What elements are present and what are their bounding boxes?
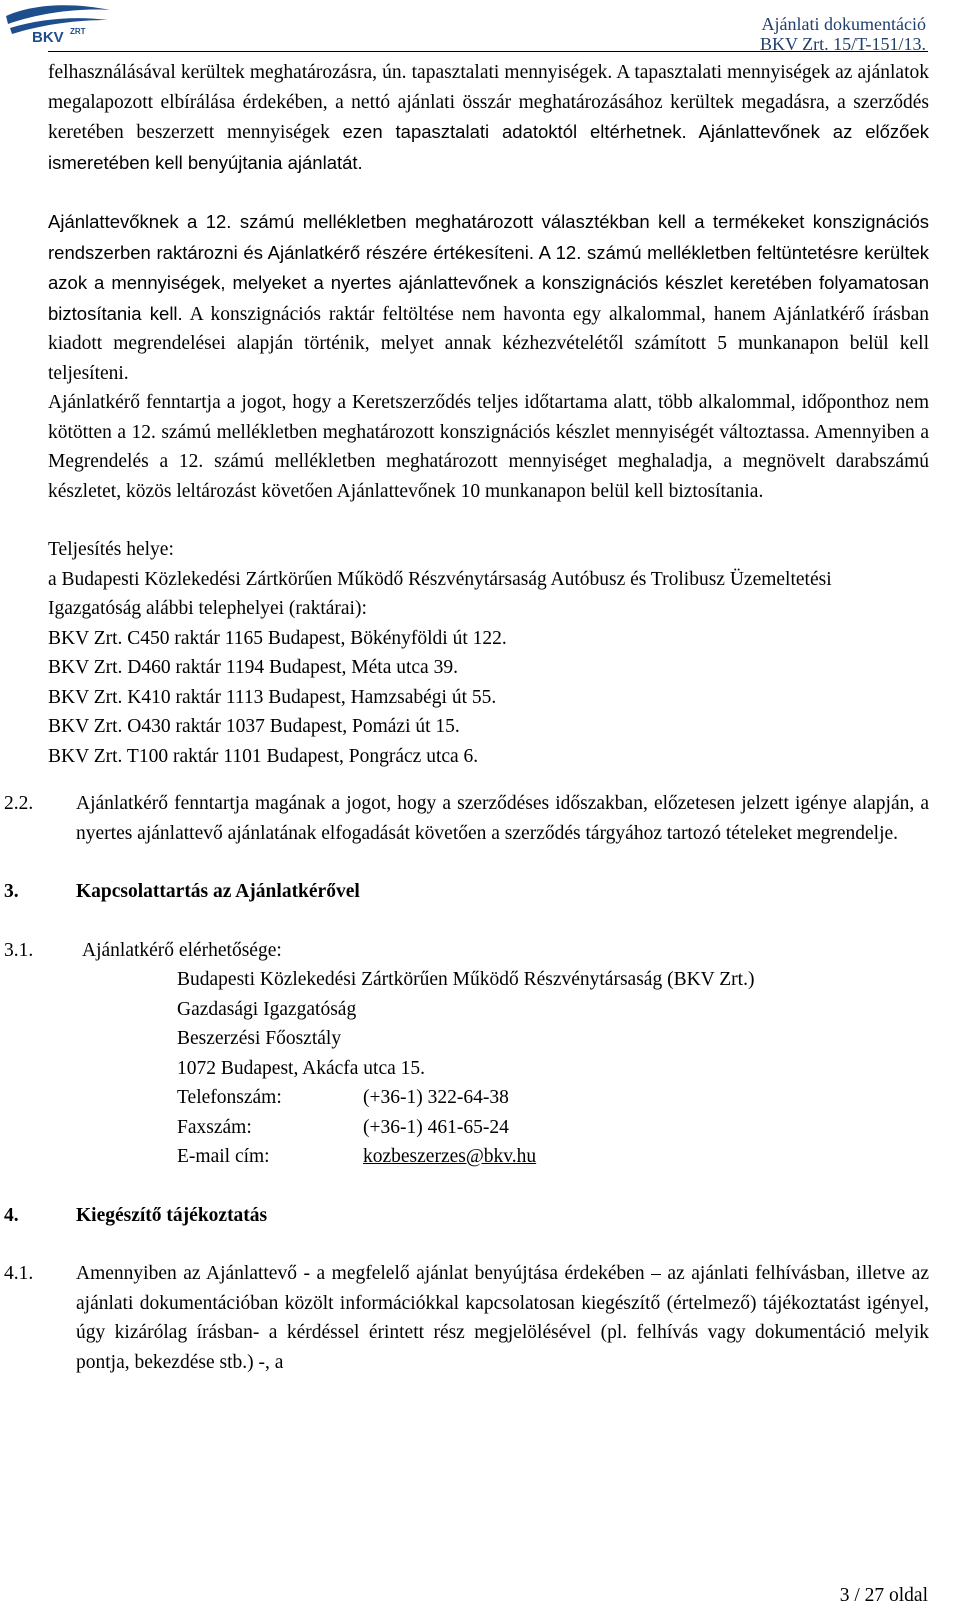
section-3-heading — [4, 877, 929, 907]
contact-dept1: Gazdasági Igazgatóság — [177, 998, 357, 1020]
contact-dept2: Beszerzési Főosztály — [177, 1028, 342, 1049]
contact-email-row — [177, 1142, 929, 1172]
section-4-heading — [4, 1201, 929, 1231]
section-2-2 — [4, 789, 929, 848]
warehouse-item: BKV Zrt. D460 raktár 1194 Budapest, Méta utca 39. — [48, 657, 458, 678]
contact-org: Budapesti Közlekedési Zártkörűen Működő Részvénytársaság (BKV Zrt.) — [177, 969, 755, 990]
warehouse-item: BKV Zrt. C450 raktár 1165 Budapest, Bökényföldi út 122. — [48, 627, 507, 649]
contact-address: 1072 Budapest, Akácfa utca 15. — [177, 1057, 426, 1079]
section-4-1-text: Amennyiben az Ajánlattevő - a megfelelő ajánlat benyújtása érdekében – az ajánlati felhívásban, illetve az ajánlati dokumentációban közölt információkkal kapcsolatosan kiegészítő (értelmező) tájékoztatást igényel, úgy kizárólag írásban- a kérdéssel érintett rész megjelölésével (pl. felhívás vagy dokumentáció melyik pontja, bekezdése stb.) -, a — [76, 1263, 929, 1373]
contact-fax-row — [177, 1113, 929, 1143]
section-2-2-text: Ajánlatkérő fenntartja magának a jogot, hogy a szerződéses időszakban, előzetesen jelzett igénye alapján, a nyertes ajánlattevő ajánlatának elfogadását követően a szerződés tárgyához tartozó tételeket megrendelje. — [76, 793, 929, 844]
section-2-2-number: 2.2. — [4, 793, 34, 814]
email-label: E-mail cím: — [177, 1146, 270, 1167]
section-3-1-label: Ajánlatkérő elérhetősége: — [82, 939, 282, 961]
section-4-number: 4. — [4, 1204, 19, 1226]
warehouse-item: BKV Zrt. T100 raktár 1101 Budapest, Pongrácz utca 6. — [48, 745, 479, 767]
section-4-1-number: 4.1. — [4, 1263, 34, 1284]
logo-text: BKV — [32, 29, 64, 46]
section-3-number: 3. — [4, 881, 19, 902]
paragraph-1 — [48, 58, 929, 178]
paragraph-2-serif: A konszignációs raktár feltöltése nem havonta egy alkalommal, hanem Ajánlatkérő írásban kiadott megrendelései alapján történik, melyet annak kézhezvételétől számított 5 munkanapon belül kell teljesíteni. — [48, 303, 929, 384]
fax-label: Faxszám: — [177, 1116, 252, 1138]
paragraph-2-sans: Ajánlattevőknek a 12. számú mellékletben meghatározott választékban kell a termékeket konszignációs rendszerben raktározni és Ajánlatkérő részére értékesíteni. A 12. számú mellékletben feltüntetésre kerültek azok a mennyiségek, melyeket a nyertes ajánlattevőnek a konszignációs készlet keretében folyamatosan biztosítania kell. — [48, 211, 929, 324]
section-3-title: Kapcsolattartás az Ajánlatkérővel — [76, 881, 360, 902]
warehouse-item: BKV Zrt. O430 raktár 1037 Budapest, Pomázi út 15. — [48, 716, 460, 737]
section-3-1-number: 3.1. — [4, 939, 34, 961]
phone-value: (+36-1) 322-64-38 — [363, 1087, 509, 1108]
logo-sup: ZRT — [70, 27, 86, 36]
paragraph-2 — [48, 207, 929, 388]
doc-ref: BKV Zrt. 15/T-151/13. — [759, 34, 926, 54]
contact-block — [177, 965, 929, 1172]
section-4-1 — [4, 1259, 929, 1377]
place-label: Teljesítés helye: — [48, 539, 174, 560]
email-link[interactable]: kozbeszerzes@bkv.hu — [363, 1146, 537, 1167]
header-divider — [48, 51, 928, 52]
paragraph-1-serif: felhasználásával kerültek meghatározásra, ún. tapasztalati mennyiségek. A tapasztalati mennyiségek az ajánlatok megalapozott elbírálása érdekében, a nettó ajánlati összár meghatározásához kerültek megadásra, a szerződés keretében beszerzett mennyiségek — [48, 62, 929, 143]
bkv-logo — [2, 2, 114, 46]
warehouse-list — [48, 624, 929, 772]
section-4-title: Kiegészítő tájékoztatás — [76, 1204, 268, 1226]
paragraph-1-sans: ezen tapasztalati adatoktól eltérhetnek. Ajánlattevőnek az előzőek ismeretében kell benyújtania ajánlatát. — [48, 121, 929, 173]
warehouse-item: BKV Zrt. K410 raktár 1113 Budapest, Hamzsabégi út 55. — [48, 686, 497, 708]
fax-value: (+36-1) 461-65-24 — [363, 1116, 509, 1138]
place-intro: a Budapesti Közlekedési Zártkörűen Működő Részvénytársaság Autóbusz és Trolibusz Üzemeltetési Igazgatóság alábbi telephelyei (raktárai): — [48, 568, 832, 619]
paragraph-3: Ajánlatkérő fenntartja a jogot, hogy a Keretszerződés teljes időtartama alatt, több alkalommal, időponthoz nem kötötten a 12. számú mellékletben meghatározott konszignációs készlet mennyiségét változtassa. Amennyiben a Megrendelés a 12. számú mellékletben meghatározott mennyiséget meghaladja, a megnövelt darabszámú készletet, közös leltározást követően Ajánlattevőnek 10 munkanapon belül kell biztosítania. — [48, 392, 929, 502]
page-header — [0, 0, 960, 54]
section-3-1 — [4, 936, 929, 966]
header-right — [760, 14, 926, 54]
page-number: 3 / 27 oldal — [839, 1585, 928, 1606]
doc-title: Ajánlati dokumentáció — [761, 14, 926, 34]
contact-phone-row — [177, 1083, 929, 1113]
phone-label: Telefonszám: — [177, 1087, 282, 1108]
document-body — [4, 58, 929, 1377]
